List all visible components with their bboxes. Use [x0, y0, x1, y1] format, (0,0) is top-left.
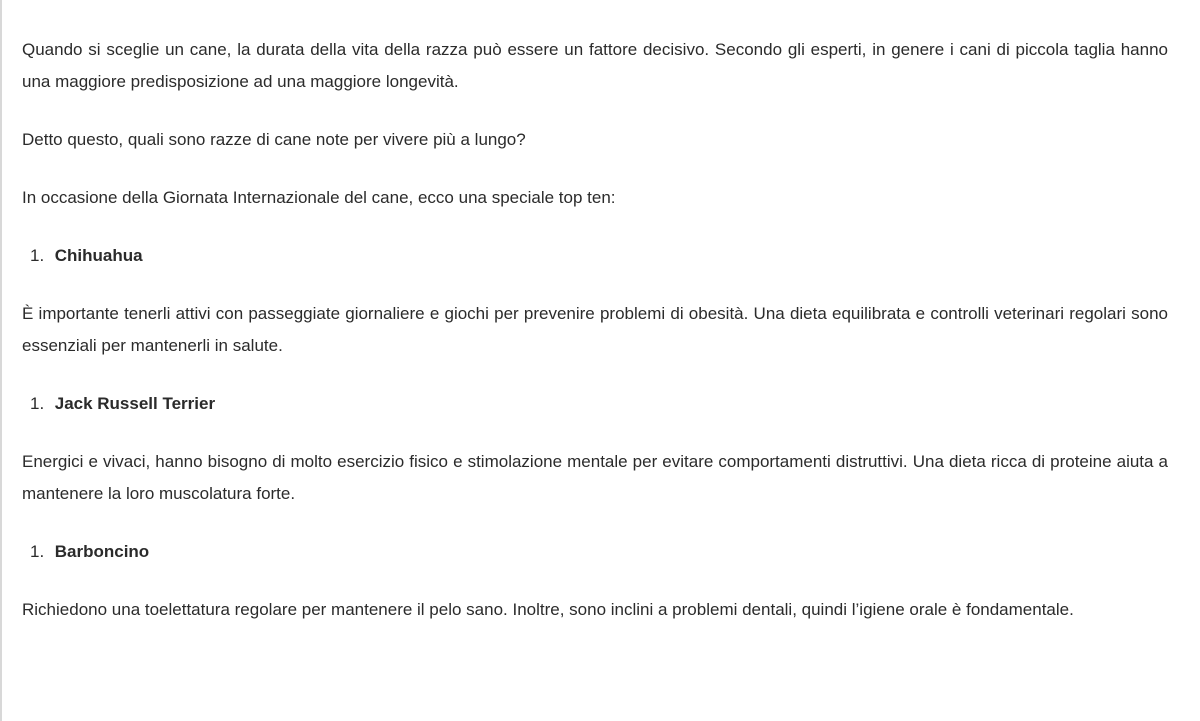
question-paragraph: Detto questo, quali sono razze di cane note per vivere più a lungo?: [22, 130, 526, 149]
intro-paragraph: Quando si sceglie un cane, la durata della vita della razza può essere un fattore decisivo. Secondo gli esperti, in genere i cani di piccola taglia hanno una maggiore predisposizione ad una maggiore longevità.: [22, 40, 1168, 91]
breed-heading-jack-russell: [22, 388, 1168, 420]
breed-description-barboncino: Richiedono una toelettatura regolare per mantenere il pelo sano. Inoltre, sono inclini a problemi dentali, quindi l’igiene orale è fondamentale.: [22, 600, 1074, 619]
list-number: 1.: [30, 394, 45, 413]
breed-description-chihuahua: È importante tenerli attivi con passeggiate giornaliere e giochi per prevenire problemi di obesità. Una dieta equilibrata e controlli veterinari regolari sono essenziali per mantenerli in salute.: [22, 304, 1168, 355]
article-body: [22, 34, 1168, 652]
breed-name: Chihuahua: [54, 246, 143, 265]
breed-description-jack-russell: Energici e vivaci, hanno bisogno di molto esercizio fisico e stimolazione mentale per evitare comportamenti distruttivi. Una dieta ricca di proteine aiuta a mantenere la loro muscolatura forte.: [22, 452, 1168, 503]
breed-name: Jack Russell Terrier: [54, 394, 216, 413]
list-number: 1.: [30, 542, 45, 561]
lead-paragraph: In occasione della Giornata Internazionale del cane, ecco una speciale top ten:: [22, 188, 616, 207]
breed-heading-barboncino: [22, 536, 1168, 568]
list-number: 1.: [30, 246, 45, 265]
breed-name: Barboncino: [54, 542, 150, 561]
breed-heading-chihuahua: [22, 240, 1168, 272]
left-divider: [0, 0, 2, 721]
